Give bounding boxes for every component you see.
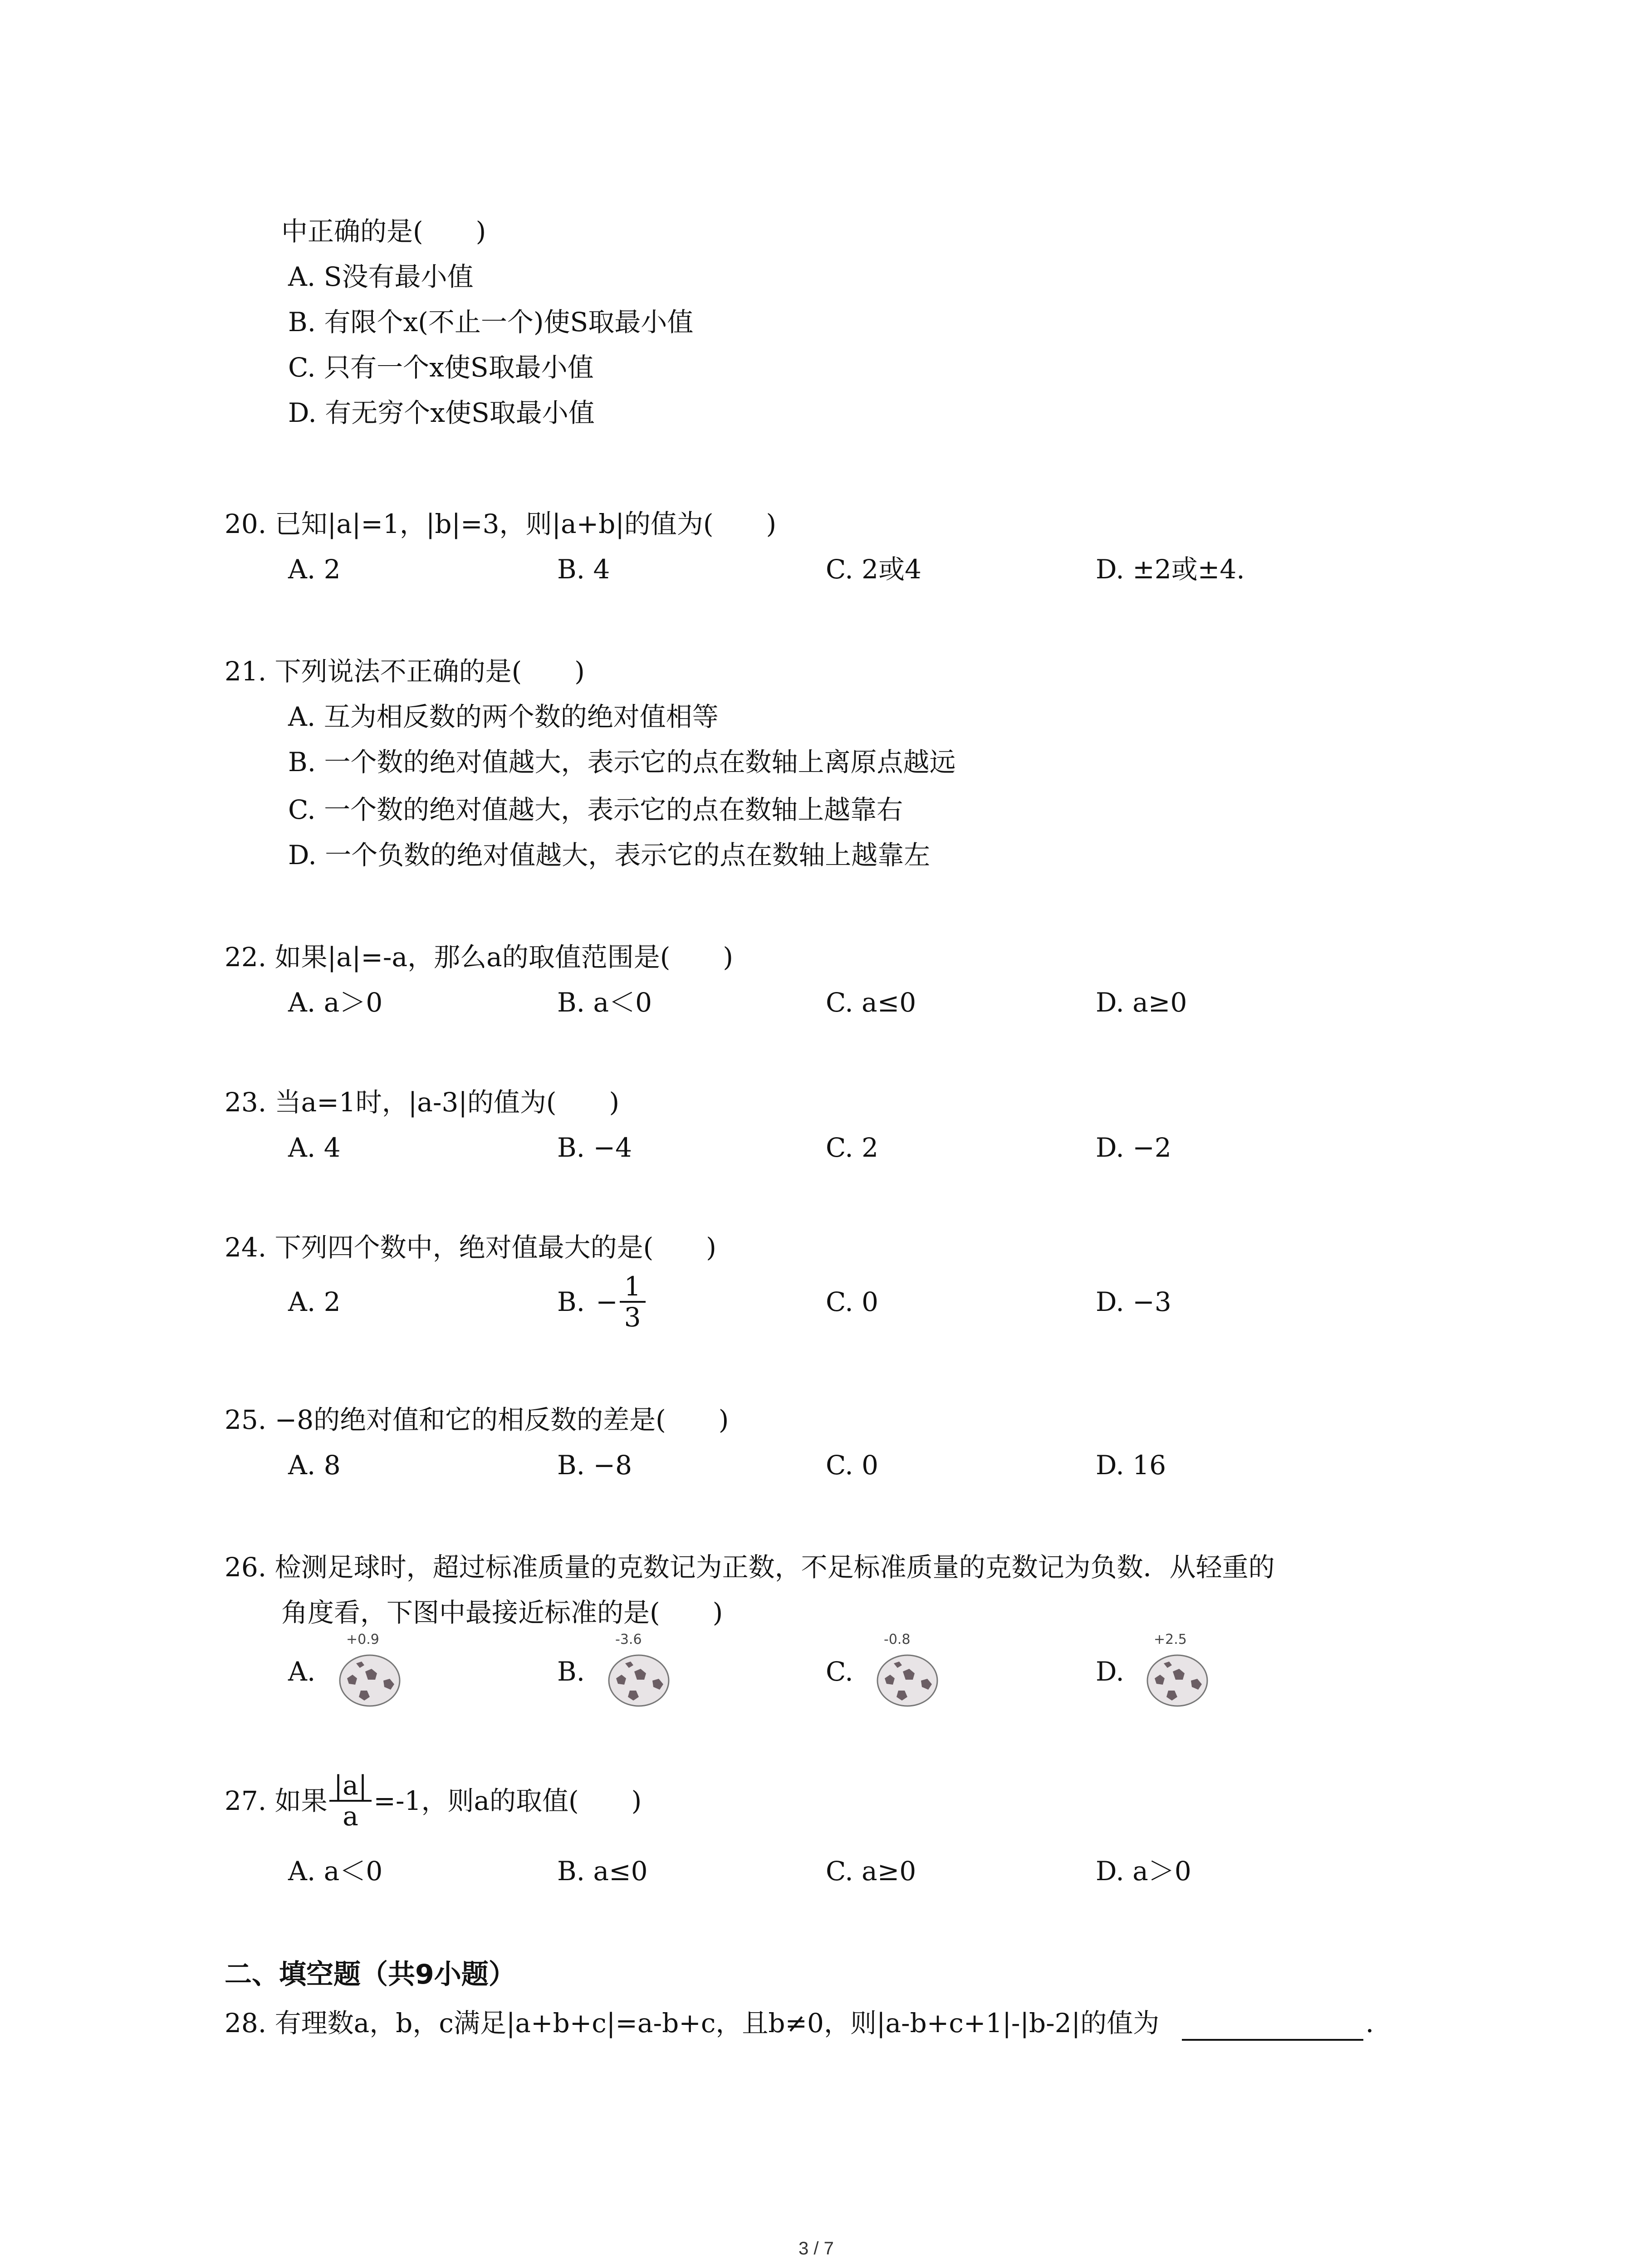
q22-stem: 22. 如果|a|=-a，那么a的取值范围是( ) bbox=[225, 942, 733, 973]
q26-ball-a bbox=[338, 1632, 406, 1703]
q27-fraction bbox=[329, 1771, 372, 1831]
q24-option-b-sign: − bbox=[596, 1286, 618, 1317]
q26-option-c: C. bbox=[826, 1656, 853, 1687]
q24-option-d: D. −3 bbox=[1096, 1286, 1171, 1317]
q26-stem-line1: 26. 检测足球时，超过标准质量的克数记为正数，不足标准质量的克数记为负数．从轻重的 bbox=[225, 1552, 1275, 1583]
q25-option-d: D. 16 bbox=[1096, 1450, 1166, 1481]
q23-option-c: C. 2 bbox=[826, 1132, 879, 1163]
fraction-denominator: 3 bbox=[624, 1302, 641, 1333]
ball-weight-label: +2.5 bbox=[1154, 1632, 1187, 1647]
q26-ball-b bbox=[607, 1632, 675, 1703]
soccer-ball-icon bbox=[876, 1653, 939, 1708]
q26-stem-line2: 角度看，下图中最接近标准的是( ) bbox=[281, 1597, 723, 1628]
q19-option-d: D. 有无穷个x使S取最小值 bbox=[288, 397, 595, 428]
q20-option-a: A. 2 bbox=[288, 554, 341, 585]
q19-stem-tail: 中正确的是( ) bbox=[281, 216, 486, 247]
ball-weight-label: -3.6 bbox=[615, 1632, 642, 1647]
q23-option-d: D. −2 bbox=[1096, 1132, 1171, 1163]
q19-option-c: C. 只有一个x使S取最小值 bbox=[288, 352, 594, 383]
ball-weight-label: -0.8 bbox=[884, 1632, 911, 1647]
q21-option-a: A. 互为相反数的两个数的绝对值相等 bbox=[288, 701, 719, 732]
q23-stem: 23. 当a=1时，|a-3|的值为( ) bbox=[225, 1087, 620, 1118]
fraction-numerator: |a| bbox=[329, 1771, 372, 1802]
q25-option-a: A. 8 bbox=[288, 1450, 341, 1481]
q24-option-a: A. 2 bbox=[288, 1286, 341, 1317]
q24-option-c: C. 0 bbox=[826, 1286, 879, 1317]
q22-option-d: D. a≥0 bbox=[1096, 987, 1187, 1018]
q26-ball-d bbox=[1146, 1632, 1214, 1703]
fraction-numerator: 1 bbox=[620, 1272, 646, 1303]
q25-option-c: C. 0 bbox=[826, 1450, 879, 1481]
q24-option-b-label: B. bbox=[557, 1286, 585, 1317]
q23-option-b: B. −4 bbox=[557, 1132, 632, 1163]
page-number: 3 / 7 bbox=[798, 2239, 834, 2258]
soccer-ball-icon bbox=[1146, 1653, 1209, 1708]
q22-option-c: C. a≤0 bbox=[826, 987, 916, 1018]
q26-ball-c bbox=[876, 1632, 944, 1703]
q20-option-c: C. 2或4 bbox=[826, 554, 921, 585]
q20-stem: 20. 已知|a|=1，|b|=3，则|a+b|的值为( ) bbox=[225, 508, 777, 539]
soccer-ball-icon bbox=[338, 1653, 402, 1708]
q20-option-b: B. 4 bbox=[557, 554, 610, 585]
q24-stem: 24. 下列四个数中，绝对值最大的是( ) bbox=[225, 1232, 716, 1263]
q24-option-b-fraction bbox=[620, 1272, 646, 1332]
q27-option-d: D. a＞0 bbox=[1096, 1856, 1191, 1887]
q25-stem: 25. −8的绝对值和它的相反数的差是( ) bbox=[225, 1404, 729, 1435]
q22-option-b: B. a＜0 bbox=[557, 987, 652, 1018]
q23-option-a: A. 4 bbox=[288, 1132, 341, 1163]
q21-stem: 21. 下列说法不正确的是( ) bbox=[225, 656, 585, 687]
q21-option-d: D. 一个负数的绝对值越大，表示它的点在数轴上越靠左 bbox=[288, 840, 931, 870]
q27-stem-suffix: =-1，则a的取值( ) bbox=[373, 1785, 642, 1816]
q26-option-b: B. bbox=[557, 1656, 585, 1687]
q24-option-b bbox=[557, 1266, 647, 1338]
section-heading: 二、填空题（共9小题） bbox=[225, 1959, 516, 1990]
fraction-denominator: a bbox=[343, 1801, 358, 1832]
ball-weight-label: +0.9 bbox=[346, 1632, 379, 1647]
q27-option-b: B. a≤0 bbox=[557, 1856, 648, 1887]
q22-option-a: A. a＞0 bbox=[288, 987, 383, 1018]
q28-stem: 28. 有理数a，b，c满足|a+b+c|=a-b+c，且b≠0，则|a-b+c+1|-|b-2|的值为 bbox=[225, 2008, 1160, 2038]
soccer-ball-icon bbox=[607, 1653, 671, 1708]
q27-option-a: A. a＜0 bbox=[288, 1856, 383, 1887]
q19-option-a: A. S没有最小值 bbox=[288, 261, 474, 292]
q27-stem-prefix: 27. 如果 bbox=[225, 1785, 328, 1816]
q28-end-mark: ． bbox=[1366, 2008, 1392, 2038]
q27-option-c: C. a≥0 bbox=[826, 1856, 916, 1887]
q26-option-a: A. bbox=[288, 1656, 316, 1687]
q20-option-d: D. ±2或±4. bbox=[1096, 554, 1245, 585]
q25-option-b: B. −8 bbox=[557, 1450, 632, 1481]
q21-option-c: C. 一个数的绝对值越大，表示它的点在数轴上越靠右 bbox=[288, 794, 903, 825]
answer-blank[interactable] bbox=[1182, 2039, 1363, 2041]
q21-option-b: B. 一个数的绝对值越大，表示它的点在数轴上离原点越远 bbox=[288, 747, 956, 777]
q26-option-d: D. bbox=[1096, 1656, 1124, 1687]
q19-option-b: B. 有限个x(不止一个)使S取最小值 bbox=[288, 307, 694, 337]
q27-stem bbox=[225, 1765, 642, 1837]
